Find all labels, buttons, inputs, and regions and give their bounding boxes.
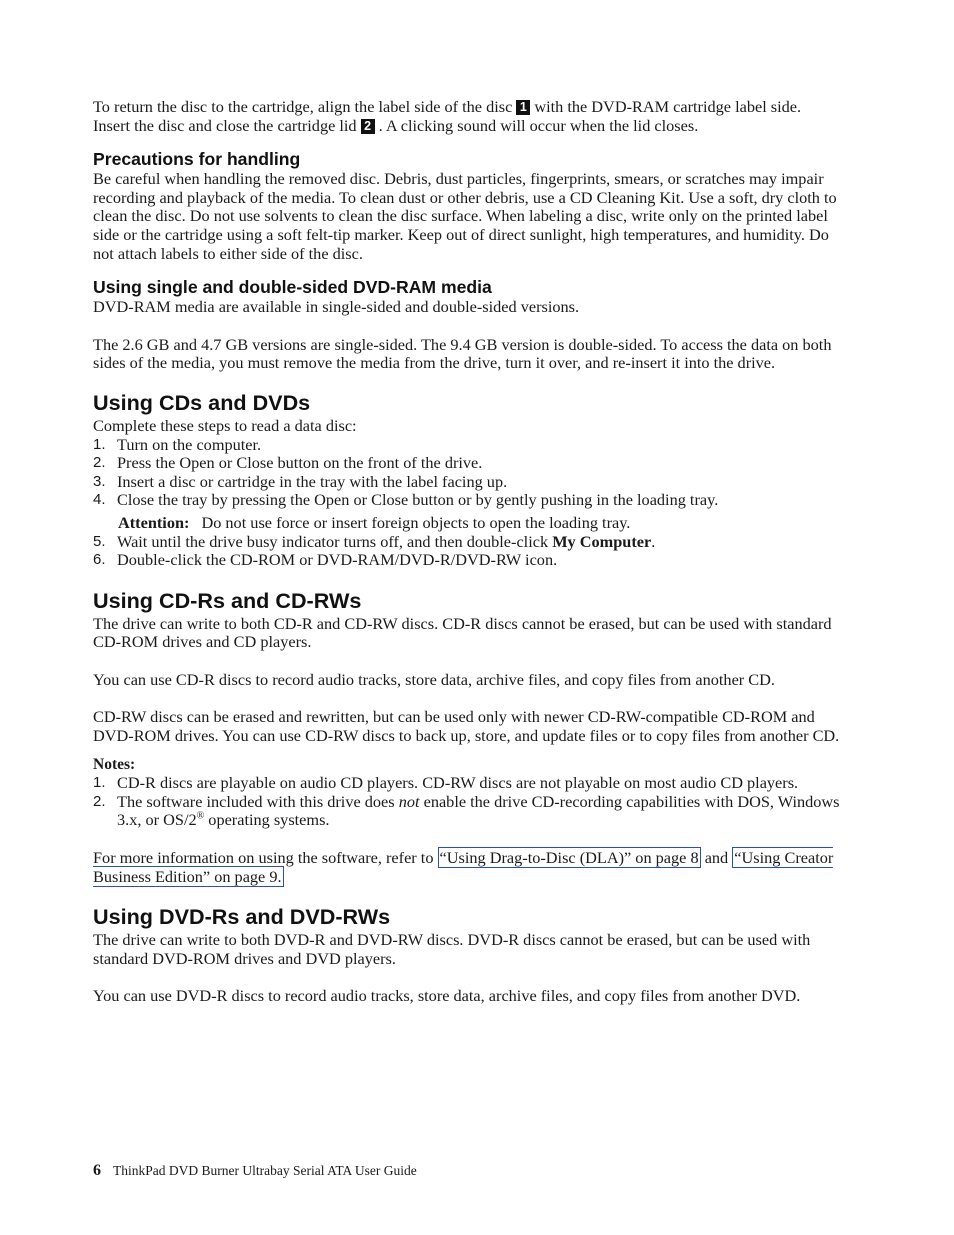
step-text: Turn on the computer. <box>117 434 262 454</box>
attention-label: Attention: <box>118 512 190 532</box>
step-text: Wait until the drive busy indicator turns off, and then double-click <box>117 531 549 551</box>
step-number: 4. <box>93 491 106 509</box>
dvdr-heading: Using DVD-Rs and DVD-RWs <box>93 904 391 930</box>
step-item <box>93 454 841 473</box>
steps-list-continued <box>93 533 841 570</box>
precautions-heading: Precautions for handling <box>93 149 301 170</box>
callout-badge-2: 2 <box>361 119 375 134</box>
note-text: enable the drive CD-recording capabilities with DOS, Windows 3.x, or OS/2 <box>117 791 840 830</box>
precautions-paragraph: Be careful when handling the removed disc. Debris, dust particles, fingerprints, smears, or scratches may impair recording and playback of the media. To clean dust or other debris, use a CD Cleaning Kit. Use a soft, dry cloth to clean the disc. Do not use solvents to clean the disc surface. When labeling a disc, write only on the printed label side or the cartridge using a soft felt-tip marker. Keep out of direct sunlight, high temperatures, and humidity. Do not attach labels to either side of the disc. <box>93 169 837 263</box>
link-creator-business-edition[interactable]: “Using Creator Business Edition” on page 9. <box>93 848 834 886</box>
note-item <box>93 774 841 793</box>
page-number: 6 <box>93 1162 101 1179</box>
dvdr-paragraph-1: The drive can write to both DVD-R and DVD-RW discs. DVD-R discs cannot be erased, but can be used with standard DVD-ROM drives and DVD players. <box>93 930 811 968</box>
dvdram-paragraph-2: The 2.6 GB and 4.7 GB versions are single-sided. The 9.4 GB version is double-sided. To access the data on both sides of the media, you must remove the media from the drive, turn it over, and re-insert it into the drive. <box>93 334 832 373</box>
more-info-paragraph <box>93 849 841 886</box>
step-number: 5. <box>93 532 106 550</box>
cds-lead: Complete these steps to read a data disc: <box>93 415 357 435</box>
attention-text: Do not use force or insert foreign objects to open the loading tray. <box>201 512 631 532</box>
page-footer <box>93 1162 417 1180</box>
note-text: operating systems. <box>208 810 330 830</box>
step-text: Double-click the CD-ROM or DVD-RAM/DVD-R/DVD-RW icon. <box>117 550 558 570</box>
step-number: 6. <box>93 551 106 569</box>
intro-text-3: . A clicking sound will occur when the lid closes. <box>378 115 699 135</box>
dvdram-heading: Using single and double-sided DVD-RAM media <box>93 277 492 298</box>
step-text: Insert a disc or cartridge in the tray with the label facing up. <box>117 471 508 491</box>
callout-badge-1: 1 <box>516 100 530 115</box>
cds-heading: Using CDs and DVDs <box>93 389 311 415</box>
step-number: 1. <box>93 435 106 453</box>
notes-list <box>93 774 841 830</box>
note-emphasis: not <box>398 791 420 811</box>
step-number: 2. <box>93 454 106 472</box>
intro-text-2: with the DVD-RAM cartridge label side. Insert the disc and close the cartridge lid <box>93 97 802 135</box>
step-text: Press the Open or Close button on the front of the drive. <box>117 453 483 473</box>
note-text: CD-R discs are playable on audio CD players. CD-RW discs are not playable on most audio CD players. <box>117 773 799 793</box>
step-item <box>93 533 841 552</box>
more-info-and: and <box>704 848 729 868</box>
page-content <box>93 98 841 1006</box>
step-item <box>93 436 841 455</box>
step-item <box>93 473 841 492</box>
dvdram-paragraph-1: DVD-RAM media are available in single-sided and double-sided versions. <box>93 297 580 317</box>
attention-note <box>93 514 841 533</box>
registered-mark: ® <box>196 811 205 823</box>
more-info-text: For more information on using the software, refer to <box>93 848 434 868</box>
note-number: 1. <box>93 774 106 792</box>
step-text-end: . <box>651 531 656 551</box>
document-title: ThinkPad DVD Burner Ultrabay Serial ATA User Guide <box>113 1163 417 1178</box>
cdr-paragraph-1: The drive can write to both CD-R and CD-RW discs. CD-R discs cannot be erased, but can be used with standard CD-ROM drives and CD players. <box>93 613 832 652</box>
step-text: Close the tray by pressing the Open or Close button or by gently pushing in the loading tray. <box>117 490 719 510</box>
link-drag-to-disc[interactable]: “Using Drag-to-Disc (DLA)” on page 8 <box>439 848 699 868</box>
note-text: The software included with this drive does <box>117 791 395 811</box>
intro-paragraph <box>93 98 841 135</box>
notes-heading: Notes: <box>93 755 136 773</box>
dvdr-paragraph-2: You can use DVD-R discs to record audio tracks, store data, archive files, and copy files from another DVD. <box>93 986 801 1006</box>
step-item <box>93 551 841 570</box>
steps-list <box>93 436 841 510</box>
step-number: 3. <box>93 472 106 490</box>
my-computer-label: My Computer <box>552 531 652 551</box>
step-item <box>93 491 841 510</box>
note-number: 2. <box>93 792 106 810</box>
cdr-paragraph-2: You can use CD-R discs to record audio tracks, store data, archive files, and copy files from another CD. <box>93 669 775 689</box>
cdr-heading: Using CD-Rs and CD-RWs <box>93 587 362 613</box>
note-item <box>93 793 841 830</box>
intro-text-1: To return the disc to the cartridge, align the label side of the disc <box>93 97 513 116</box>
cdr-paragraph-3: CD-RW discs can be erased and rewritten, but can be used only with newer CD-RW-compatible CD-ROM and DVD-ROM drives. You can use CD-RW discs to back up, store, and update files or to copy files from another CD. <box>93 707 840 746</box>
